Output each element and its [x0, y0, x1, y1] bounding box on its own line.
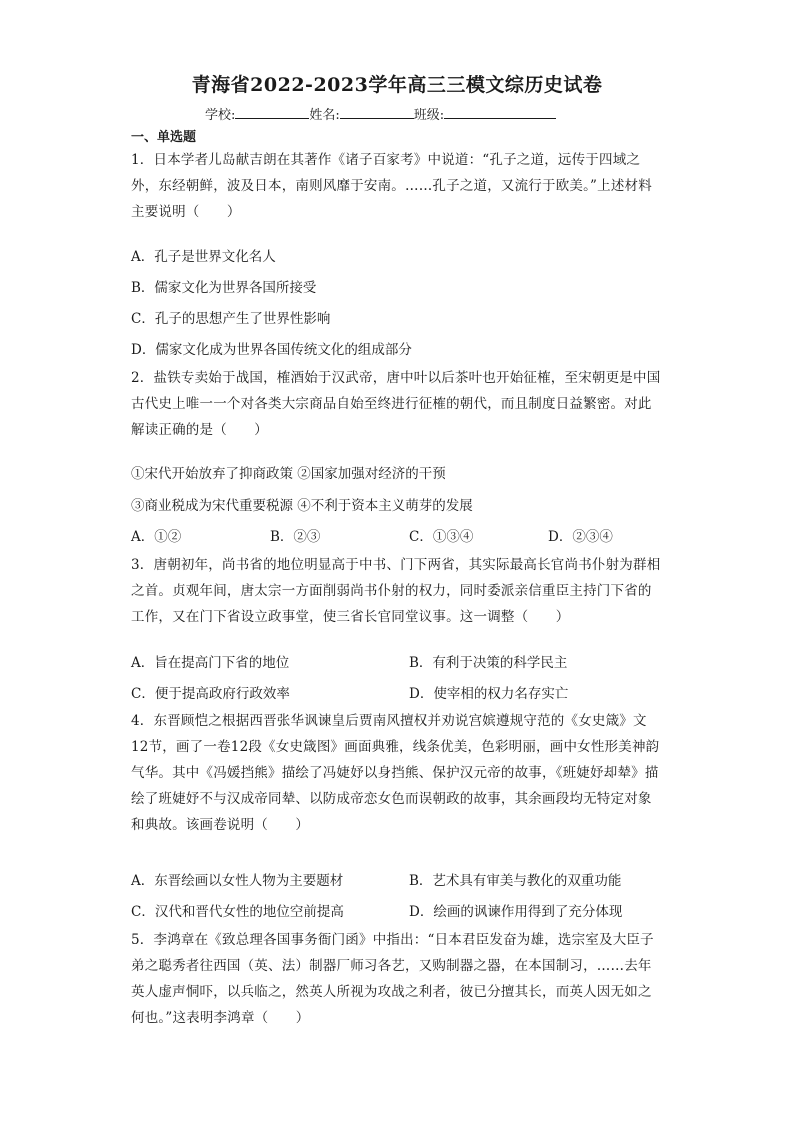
class-blank[interactable] [444, 104, 556, 119]
page-title: 青海省2022-2023学年高三三模文综历史试卷 [191, 74, 603, 96]
option-d[interactable]: D．绘画的讽谏作用得到了充分体现 [409, 904, 623, 920]
question-stem: 4．东晋顾恺之根据西晋张华讽谏皇后贾南风擅权并劝说宫嫔遵规守范的《女史箴》文12节，画了一卷12段《女史箴图》画面典雅，线条优美，色彩明丽，画中女性形美神韵气华。其中《冯媛挡熊》描绘了冯婕妤以身挡熊、保护汉元帝的故事，《班婕妤却辇》描绘了班婕妤不与汉成帝同辇、以防成帝恋女色而误朝政的故事，其余画段均无特定对象和典故。该画卷说明（ ） [131, 713, 660, 833]
option-d[interactable]: D．②③④ [548, 529, 613, 545]
option-b[interactable]: B．②③ [270, 529, 321, 545]
name-blank[interactable] [340, 104, 414, 119]
option-a[interactable]: A．旨在提高门下省的地位 [131, 655, 290, 671]
option-d[interactable]: D．儒家文化成为世界各国传统文化的组成部分 [131, 342, 412, 358]
school-blank[interactable] [235, 104, 309, 119]
question-stem: 1．日本学者儿岛献吉朗在其著作《诸子百家考》中说道：“孔子之道，远传于四域之外，东经朝鲜，波及日本，南则风靡于安南。……孔子之道，又流行于欧美。”上述材料主要说明（ ） [131, 152, 652, 220]
question-stem: 2．盐铁专卖始于战国，榷酒始于汉武帝，唐中叶以后茶叶也开始征榷，至宋朝更是中国古代史上唯一一个对各类大宗商品自始至终进行征榷的朝代，而且制度日益繁密。对此解读正确的是（ ） [131, 370, 661, 438]
option-c[interactable]: C．孔子的思想产生了世界性影响 [131, 311, 331, 327]
student-info [205, 104, 556, 123]
statement-line: ①宋代开始放弃了抑商政策 ②国家加强对经济的干预 [131, 466, 446, 482]
option-b[interactable]: B．有利于决策的科学民主 [409, 655, 568, 671]
name-label: 姓名: [309, 108, 340, 123]
option-a[interactable]: A．孔子是世界文化名人 [131, 249, 276, 265]
option-c[interactable]: C．①③④ [409, 529, 474, 545]
section-heading: 一、单选题 [131, 130, 197, 145]
option-a[interactable]: A．①② [131, 529, 182, 545]
option-d[interactable]: D．使宰相的权力名存实亡 [409, 686, 569, 702]
statement-line: ③商业税成为宋代重要税源 ④不利于资本主义萌芽的发展 [131, 498, 473, 514]
option-c[interactable]: C．便于提高政府行政效率 [131, 686, 290, 702]
class-label: 班级: [413, 108, 445, 123]
question-stem: 5．李鸿章在《致总理各国事务衙门函》中指出：“日本君臣发奋为雄，选宗室及大臣子弟之聪秀者往西国（英、法）制器厂师习各艺，又购制器之器，在本国制习，……去年英人虚声恫吓，以兵临之，然英人所视为攻战之利者，彼已分擅其长，而英人因无如之何也。”这表明李鸿章（ ） [131, 932, 654, 1026]
option-b[interactable]: B．艺术具有审美与教化的双重功能 [409, 873, 622, 889]
option-a[interactable]: A．东晋绘画以女性人物为主要题材 [131, 873, 344, 889]
question-stem: 3．唐朝初年，尚书省的地位明显高于中书、门下两省，其实际最高长官尚书仆射为群相之首。贞观年间，唐太宗一方面削弱尚书仆射的权力，同时委派亲信重臣主持门下省的工作，又在门下省设立政事堂，使三省长官同堂议事。这一调整（ ） [131, 557, 661, 625]
option-b[interactable]: B．儒家文化为世界各国所接受 [131, 280, 317, 296]
school-label: 学校: [205, 108, 236, 123]
option-c[interactable]: C．汉代和晋代女性的地位空前提高 [131, 904, 344, 920]
